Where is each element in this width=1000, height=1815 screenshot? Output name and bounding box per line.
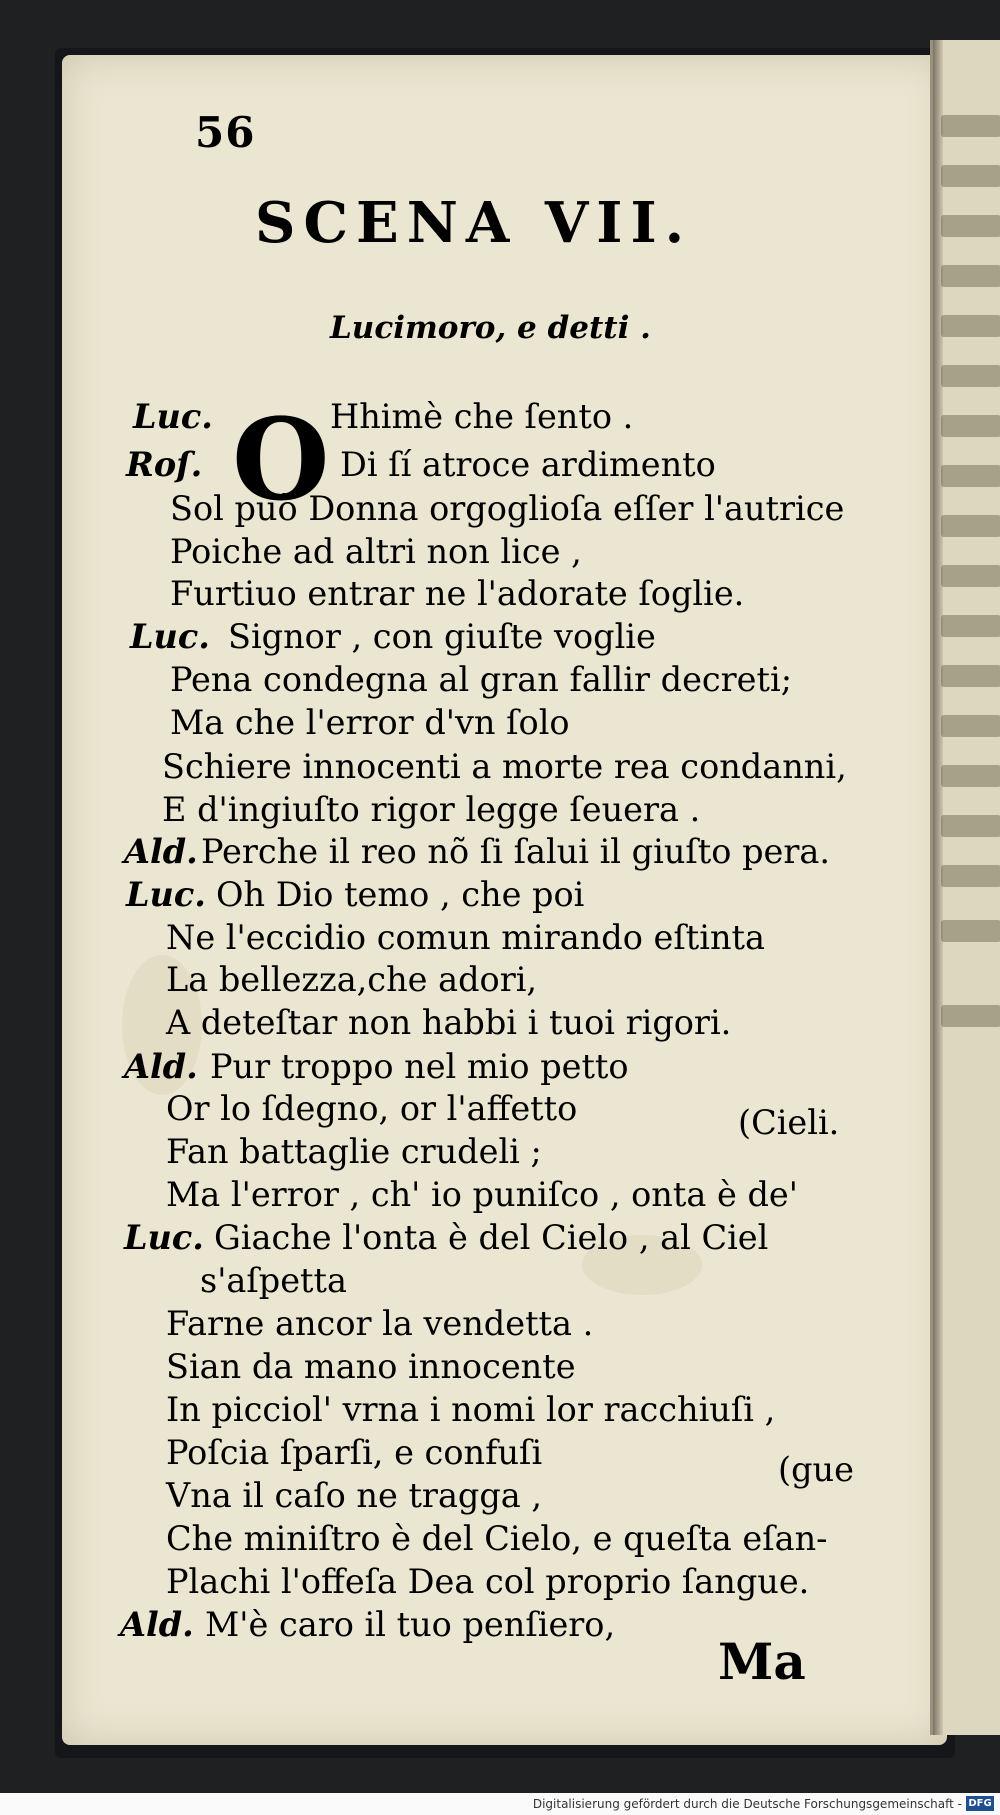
verse-line: Sian da mano innocente (166, 1347, 576, 1386)
speaker-label: Ald. (124, 1047, 198, 1086)
facing-page-text-fragment (941, 465, 1000, 487)
speaker-label: Luc. (133, 397, 213, 436)
scene-title: SCENA VII. (255, 190, 693, 256)
facing-page-text-fragment (941, 215, 1000, 237)
verse-line: Sol può Donna orgoglioſa eſſer l'autrice (170, 489, 845, 528)
verse-line: M'è caro il tuo penſiero, (205, 1605, 616, 1644)
verse-line: Ma l'error , ch' io puniſco , onta è de' (166, 1175, 798, 1214)
speaker-label: Luc. (124, 1218, 204, 1257)
verse-line: s'aſpetta (200, 1261, 347, 1300)
speaker-label: Luc. (126, 875, 206, 914)
speaker-label: Roſ. (126, 445, 203, 484)
speaker-label: Luc. (130, 617, 210, 656)
facing-page-text-fragment (941, 565, 1000, 587)
verse-line: In picciol' vrna i nomi lor racchiuſi , (166, 1390, 776, 1429)
facing-page-text-fragment (941, 920, 1000, 942)
page-number: 56 (195, 108, 256, 157)
facing-page-text-fragment (941, 815, 1000, 837)
verse-line: Ma che l'error d'vn ſolo (170, 703, 570, 742)
verse-line: Or lo ſdegno, or l'affetto (166, 1089, 578, 1128)
verse-line: Che miniſtro è del Cielo, e queſta eſan- (166, 1519, 828, 1558)
catchword: Ma (718, 1632, 806, 1691)
runover-text: (gue (778, 1450, 854, 1489)
facing-page-text-fragment (941, 715, 1000, 737)
facing-page-text-fragment (941, 165, 1000, 187)
verse-line: Oh Dio temo , che poi (216, 875, 585, 914)
facing-page-text-fragment (941, 665, 1000, 687)
facing-page-text-fragment (941, 615, 1000, 637)
facing-page-text-fragment (941, 315, 1000, 337)
verse-line: A deteſtar non habbi i tuoi rigori. (166, 1003, 732, 1042)
facing-page-text-fragment (941, 1005, 1000, 1027)
verse-line: Vna il caſo ne tragga , (166, 1476, 543, 1515)
verse-line: Pur troppo nel mio petto (210, 1047, 629, 1086)
dfg-logo: DFG (966, 1796, 994, 1811)
verse-line: Plachi l'offeſa Dea col proprio ſangue. (166, 1562, 810, 1601)
verse-line: Perche il reo nõ ſi ſalui il giuſto pera. (201, 832, 830, 871)
facing-page-text-fragment (941, 265, 1000, 287)
facing-page-text-fragment (941, 415, 1000, 437)
speaker-label: Ald. (124, 832, 198, 871)
verse-line: La bellezza,che adori, (166, 960, 538, 999)
gutter-fold (933, 40, 943, 1735)
verse-line: Poſcia ſparſi, e confuſi (166, 1433, 543, 1472)
facing-page-text-fragment (941, 115, 1000, 137)
verse-line: Schiere innocenti a morte rea condanni, (162, 747, 847, 786)
facing-page-text-fragment (941, 865, 1000, 887)
facing-page-text-fragment (941, 765, 1000, 787)
drop-cap: O (232, 395, 330, 526)
footer-credit: Digitalisierung gefördert durch die Deutsche Forschungsgemeinschaft - (532, 1797, 962, 1811)
facing-page-edge (930, 40, 1000, 1735)
verse-line: Furtiuo entrar ne l'adorate ſoglie. (170, 574, 745, 613)
characters-heading: Lucimoro, e detti . (330, 310, 651, 346)
verse-line: Signor , con giuſte voglie (228, 617, 656, 656)
runover-text: (Cieli. (738, 1103, 840, 1142)
verse-line: Giache l'onta è del Cielo , al Ciel (214, 1218, 769, 1257)
facing-page-text-fragment (941, 515, 1000, 537)
verse-line: E d'ingiuſto rigor legge ſeuera . (162, 790, 701, 829)
verse-line: Ne l'eccidio comun mirando eſtinta (166, 918, 765, 957)
speaker-label: Ald. (120, 1605, 194, 1644)
verse-line: Di ſí atroce ardimento (340, 445, 716, 484)
verse-line: Pena condegna al gran fallir decreti; (170, 660, 792, 699)
verse-line: Poiche ad altri non lice , (170, 532, 582, 571)
verse-line: Fan battaglie crudeli ; (166, 1132, 542, 1171)
verse-line: Hhimè che ſento . (330, 397, 634, 436)
digitization-footer (0, 1793, 1000, 1815)
verse-line: Farne ancor la vendetta . (166, 1304, 594, 1343)
facing-page-text-fragment (941, 365, 1000, 387)
